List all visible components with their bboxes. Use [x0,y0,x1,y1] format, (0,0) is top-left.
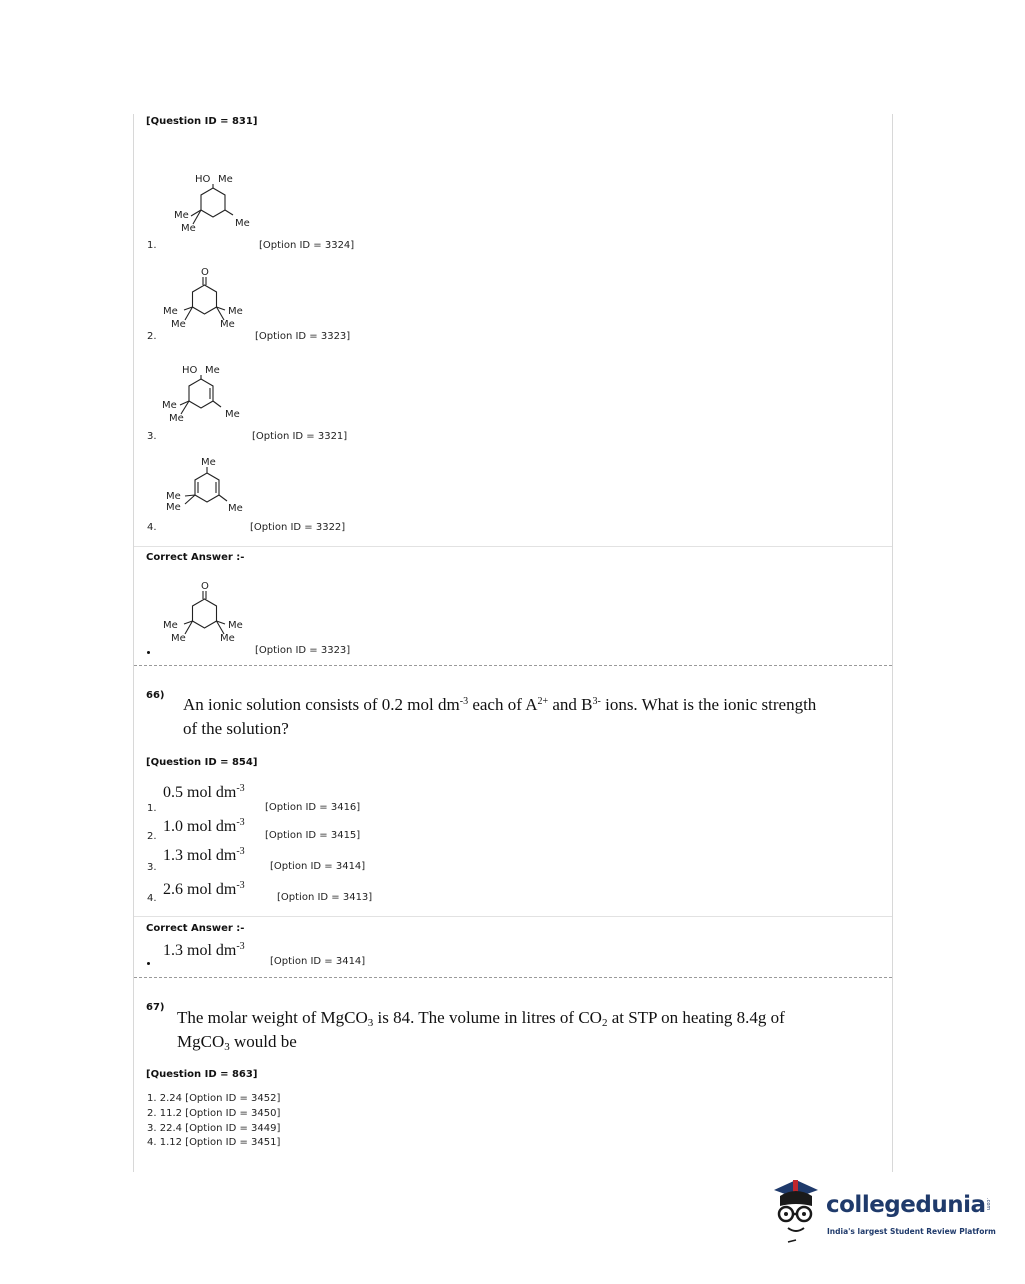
mol-label-o: O [201,267,209,278]
separator [134,546,892,547]
option-number: 2. [147,331,157,342]
question-text: An ionic solution consists of 0.2 mol $dm^{-3}$ each of $A^{2+}$ and $B^{3-}$ ions. What is the ionic strength of the solution? [183,695,817,738]
option-value: 0.5 mol $dm^{-3}$ [163,783,245,801]
correct-answer-label: Correct Answer :- [146,552,245,563]
bullet [147,651,150,654]
option-value: 1.0 mol $dm^{-3}$ [163,817,245,835]
option-4-structure [158,452,258,516]
correct-option-id: [Option ID = 3323] [255,645,351,656]
mol-label-me: Me [169,413,184,424]
question-separator [134,665,892,666]
option-value: 1.3 mol $dm^{-3}$ [163,846,245,864]
option-line: 4. 1.12 [Option ID = 3451] [147,1137,281,1148]
question-text: The molar weight of MgCO$_3$ is 84. The volume in litres of $CO_2$ at STP on heating 8.4g of MgCO$_3$ would be [177,1008,785,1053]
mol-label-me: Me [174,210,189,221]
option-id: [Option ID = 3415] [265,830,361,841]
brand-logo-text: collegedunia [826,1192,986,1218]
question-id-863: [Question ID = 863] [146,1069,258,1080]
bullet [147,962,150,965]
mol-label-me: Me [225,409,240,420]
option-number: 3. [147,862,157,873]
mol-label-o: O [201,581,209,592]
mol-label-me: Me [171,319,186,330]
mol-label-me: Me [205,365,220,376]
option-3-structure [155,361,255,427]
option-id: [Option ID = 3324] [259,240,355,251]
correct-option-id: [Option ID = 3414] [270,956,366,967]
option-number: 1. [147,803,157,814]
option-id: [Option ID = 3413] [277,892,373,903]
option-id: [Option ID = 3321] [252,431,348,442]
correct-answer-label: Correct Answer :- [146,923,245,934]
mol-label-me: Me [201,457,216,468]
option-id: [Option ID = 3323] [255,331,351,342]
option-2-structure [155,264,255,332]
page-frame-right [892,114,893,1172]
option-id: [Option ID = 3414] [270,861,366,872]
mol-label-me: Me [228,620,243,631]
mol-label-me: Me [228,503,243,514]
brand-logo-com: .com [985,1198,991,1211]
correct-answer-structure [155,578,255,646]
option-number: 3. [147,431,157,442]
option-value: 2.6 mol $dm^{-3}$ [163,880,245,898]
mol-label-me: Me [171,633,186,644]
mol-label-me: Me [220,319,235,330]
option-line: 1. 2.24 [Option ID = 3452] [147,1093,281,1104]
mol-label-ho: HO [182,365,198,376]
option-id: [Option ID = 3416] [265,802,361,813]
question-number: 67) [146,1002,165,1013]
mol-label-me: Me [235,218,250,229]
mol-label-me: Me [181,223,196,234]
question-separator [134,977,892,978]
mol-label-me: Me [166,491,181,502]
collegedunia-mascot-icon [766,1176,826,1246]
mol-label-me: Me [163,620,178,631]
question-number: 66) [146,690,165,701]
separator [134,916,892,917]
mol-label-me: Me [228,306,243,317]
page-frame-left [133,114,134,1172]
mol-label-me: Me [162,400,177,411]
correct-answer-value: 1.3 mol $dm^{-3}$ [163,941,245,959]
option-id: [Option ID = 3322] [250,522,346,533]
option-number: 2. [147,831,157,842]
brand-tagline: India's largest Student Review Platform [827,1227,996,1236]
question-id-854: [Question ID = 854] [146,757,258,768]
option-line: 2. 11.2 [Option ID = 3450] [147,1108,281,1119]
mol-label-me: Me [218,174,233,185]
option-number: 4. [147,893,157,904]
mol-label-me: Me [163,306,178,317]
mol-label-me: Me [220,633,235,644]
question-id-831: [Question ID = 831] [146,116,258,127]
mol-label-ho: HO [195,174,211,185]
option-line: 3. 22.4 [Option ID = 3449] [147,1123,281,1134]
option-1-structure [165,170,260,236]
option-number: 1. [147,240,157,251]
mol-label-me: Me [166,502,181,513]
option-number: 4. [147,522,157,533]
